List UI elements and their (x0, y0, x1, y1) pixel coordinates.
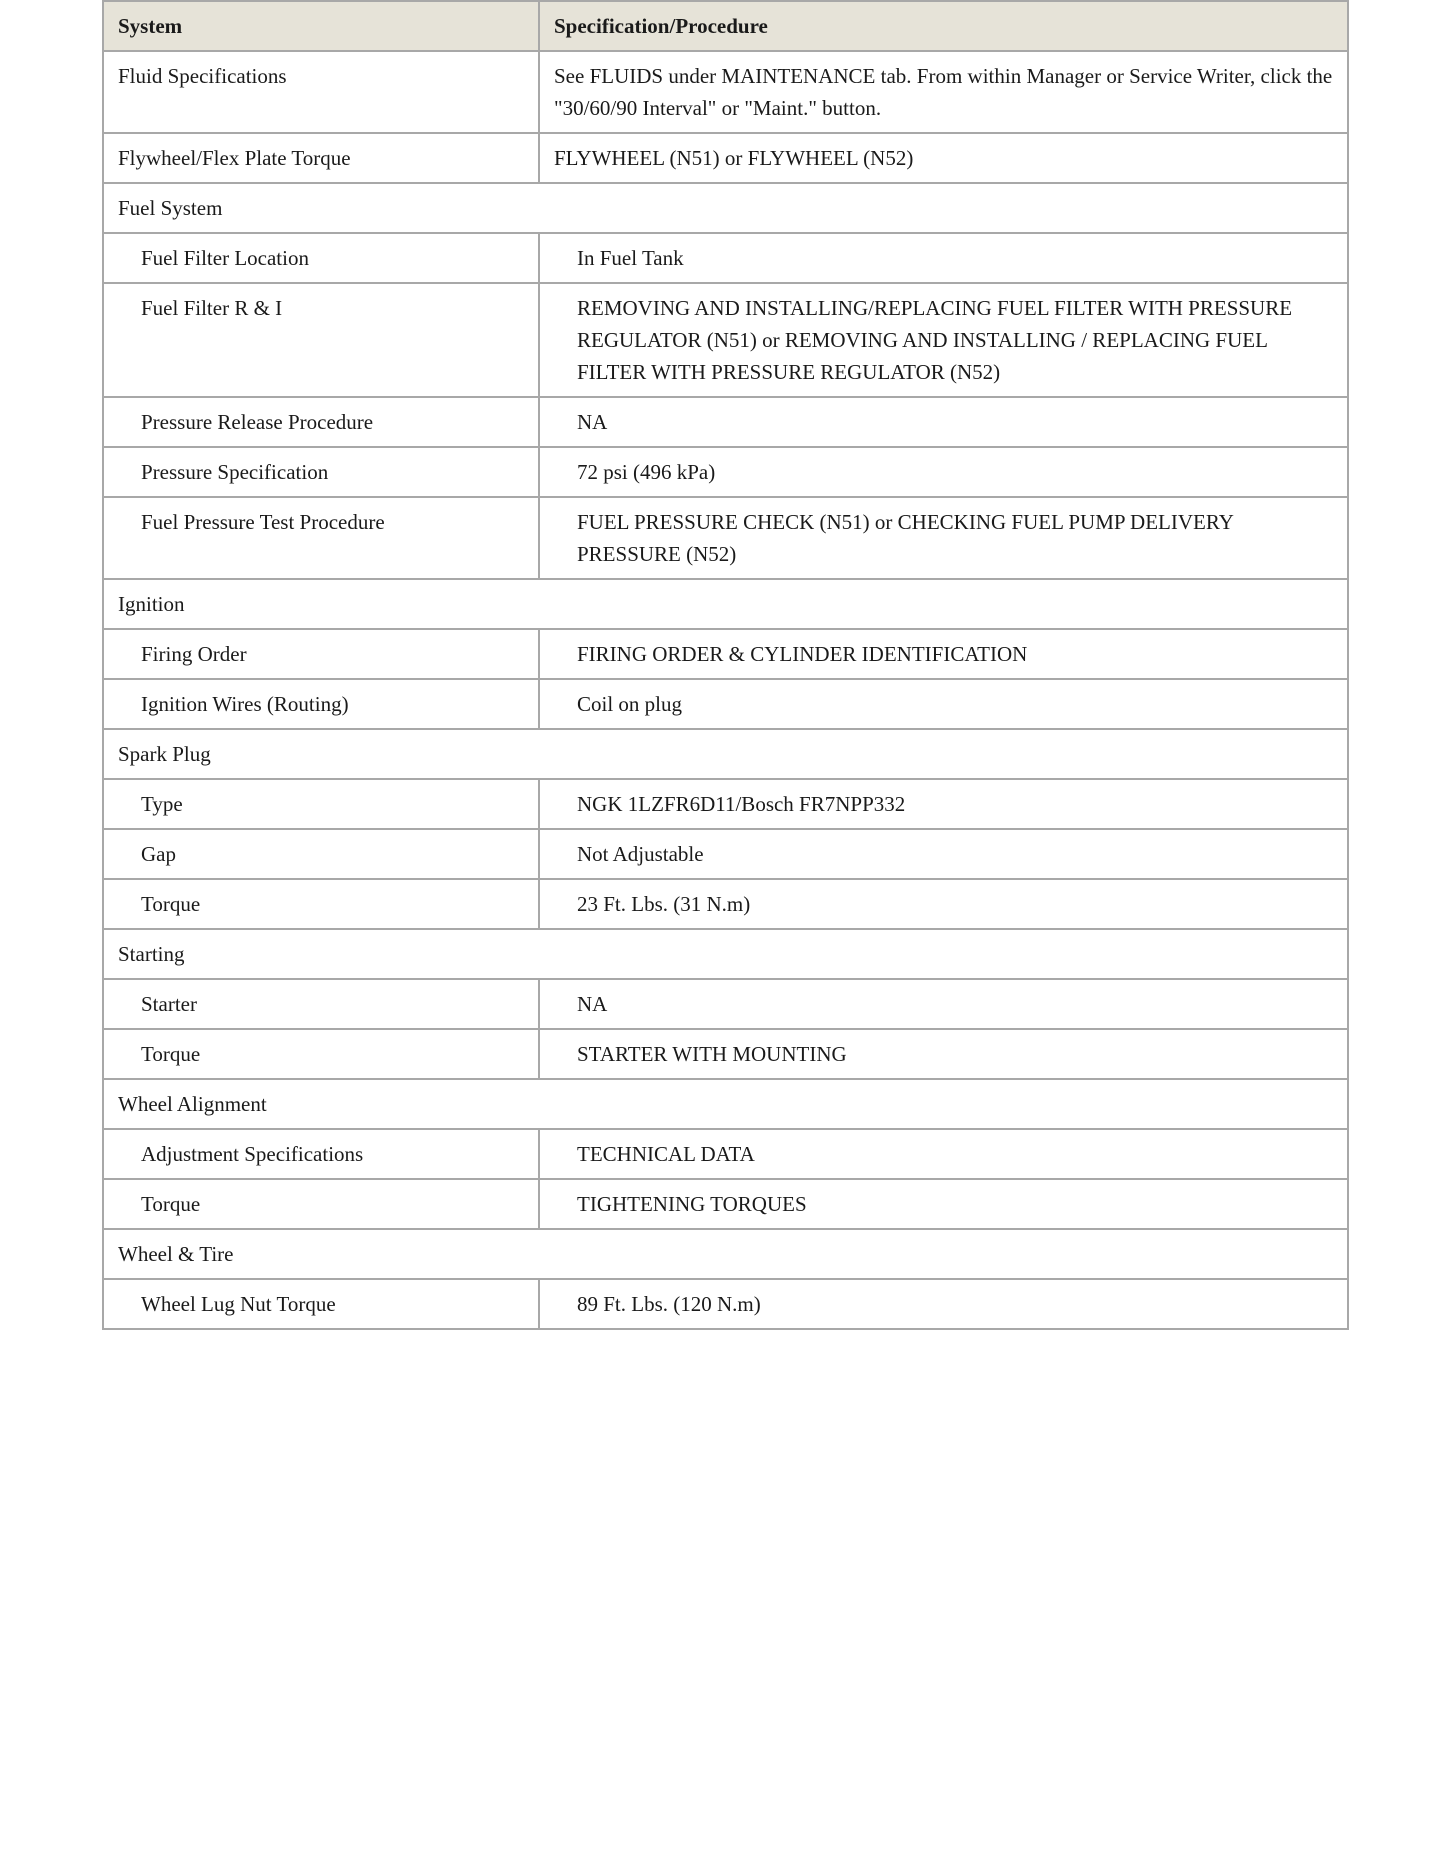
section-heading: Wheel Alignment (103, 1079, 1348, 1129)
spec-cell: See FLUIDS under MAINTENANCE tab. From within Manager or Service Writer, click the "30/60/90 Interval" or "Maint." button. (539, 51, 1348, 133)
spec-column-header: Specification/Procedure (539, 1, 1348, 51)
table-row (103, 879, 1348, 929)
table-row (103, 1279, 1348, 1329)
section-heading: Ignition (103, 579, 1348, 629)
section-heading: Starting (103, 929, 1348, 979)
table-row (103, 1179, 1348, 1229)
table-row (103, 497, 1348, 579)
section-row (103, 729, 1348, 779)
system-cell: Firing Order (103, 629, 539, 679)
spec-cell: TIGHTENING TORQUES (539, 1179, 1348, 1229)
table-row (103, 1129, 1348, 1179)
system-cell: Adjustment Specifications (103, 1129, 539, 1179)
system-column-header: System (103, 1, 539, 51)
table-row (103, 283, 1348, 397)
system-cell: Torque (103, 1179, 539, 1229)
table-row (103, 447, 1348, 497)
section-row (103, 929, 1348, 979)
spec-cell: In Fuel Tank (539, 233, 1348, 283)
table-row (103, 829, 1348, 879)
spec-cell: NA (539, 397, 1348, 447)
system-cell: Gap (103, 829, 539, 879)
system-cell: Torque (103, 879, 539, 929)
table-row (103, 779, 1348, 829)
table-row (103, 979, 1348, 1029)
table-row (103, 233, 1348, 283)
spec-cell: Not Adjustable (539, 829, 1348, 879)
section-row (103, 183, 1348, 233)
spec-cell: 72 psi (496 kPa) (539, 447, 1348, 497)
system-cell: Fuel Pressure Test Procedure (103, 497, 539, 579)
table-header-row (103, 1, 1348, 51)
system-cell: Flywheel/Flex Plate Torque (103, 133, 539, 183)
table-row (103, 1029, 1348, 1079)
section-row (103, 1079, 1348, 1129)
spec-cell: 23 Ft. Lbs. (31 N.m) (539, 879, 1348, 929)
spec-cell: STARTER WITH MOUNTING (539, 1029, 1348, 1079)
system-cell: Pressure Release Procedure (103, 397, 539, 447)
system-cell: Type (103, 779, 539, 829)
system-cell: Ignition Wires (Routing) (103, 679, 539, 729)
system-cell: Fluid Specifications (103, 51, 539, 133)
system-cell: Wheel Lug Nut Torque (103, 1279, 539, 1329)
section-heading: Wheel & Tire (103, 1229, 1348, 1279)
spec-cell: NGK 1LZFR6D11/Bosch FR7NPP332 (539, 779, 1348, 829)
spec-cell: FLYWHEEL (N51) or FLYWHEEL (N52) (539, 133, 1348, 183)
table-row (103, 51, 1348, 133)
spec-cell: FUEL PRESSURE CHECK (N51) or CHECKING FUEL PUMP DELIVERY PRESSURE (N52) (539, 497, 1348, 579)
system-cell: Starter (103, 979, 539, 1029)
spec-cell: TECHNICAL DATA (539, 1129, 1348, 1179)
section-heading: Spark Plug (103, 729, 1348, 779)
system-cell: Torque (103, 1029, 539, 1079)
table-row (103, 629, 1348, 679)
table-row (103, 679, 1348, 729)
table-body (103, 51, 1348, 1329)
spec-cell: 89 Ft. Lbs. (120 N.m) (539, 1279, 1348, 1329)
table-row (103, 133, 1348, 183)
spec-cell: FIRING ORDER & CYLINDER IDENTIFICATION (539, 629, 1348, 679)
system-cell: Fuel Filter Location (103, 233, 539, 283)
spec-cell: NA (539, 979, 1348, 1029)
specification-table (102, 0, 1349, 1330)
section-row (103, 1229, 1348, 1279)
spec-cell: Coil on plug (539, 679, 1348, 729)
table-row (103, 397, 1348, 447)
section-heading: Fuel System (103, 183, 1348, 233)
section-row (103, 579, 1348, 629)
system-cell: Fuel Filter R & I (103, 283, 539, 397)
spec-cell: REMOVING AND INSTALLING/REPLACING FUEL FILTER WITH PRESSURE REGULATOR (N51) or REMOVING AND INSTALLING / REPLACING FUEL FILTER WITH PRESSURE REGULATOR (N52) (539, 283, 1348, 397)
system-cell: Pressure Specification (103, 447, 539, 497)
